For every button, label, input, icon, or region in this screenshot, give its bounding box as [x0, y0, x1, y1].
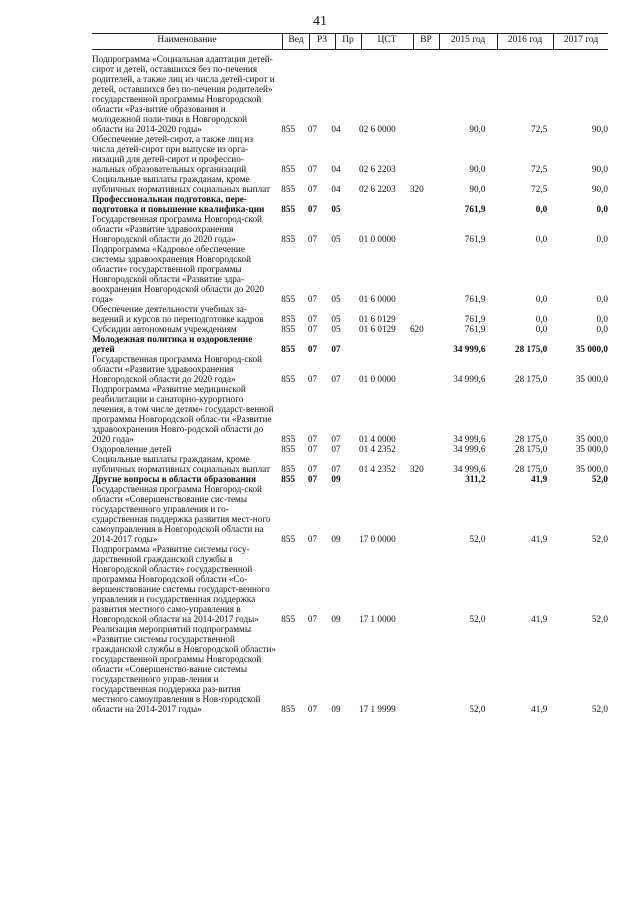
cell-rz: 07	[307, 444, 318, 454]
cell-cst: 02 6 0000	[358, 124, 396, 134]
cell-y2017: 35 000,0	[575, 344, 608, 354]
cell-y2017: 52,0	[591, 474, 608, 484]
cell-y2017: 0,0	[596, 234, 608, 244]
cell-name: Реализация мероприятий подпрограммы «Развитие системы государственной гражданской службы в Новгородской области» государственной программы Новгородской области «Совершенство-вание системы государственного управ-ления и государственная поддержка раз-вития местного самоуправления в Нов-городской области на 2014-2017 годы»	[92, 624, 276, 714]
cell-vr: 620	[409, 324, 424, 334]
cell-ved: 855	[281, 474, 296, 484]
cell-rz: 07	[307, 614, 318, 624]
cell-y2015: 311,2	[465, 474, 486, 484]
table-body	[92, 54, 608, 714]
table-row	[92, 194, 608, 214]
cell-name: Обеспечение деятельности учебных за-ведений и курсов по переподготовке кадров	[92, 304, 264, 324]
cell-rz: 07	[307, 344, 318, 354]
cell-vr: 320	[409, 464, 424, 474]
cell-y2017: 52,0	[591, 614, 608, 624]
cell-ved: 855	[281, 204, 296, 214]
cell-y2017: 0,0	[596, 324, 608, 334]
table-row	[92, 474, 608, 484]
cell-pr: 09	[331, 534, 341, 544]
cell-name: Государственная программа Новгород-ской области «Развитие здравоохранения Новгородской области до 2020 года»	[92, 354, 262, 384]
table-row	[92, 244, 608, 304]
cell-rz: 07	[307, 464, 318, 474]
cell-y2016: 72,5	[531, 164, 548, 174]
cell-name: Подпрограмма «Кадровое обеспечение системы здравоохранения Новгородской области» государственной программы Новгородской области «Развитие здра-воохранения Новгородской области до 2020 года»	[92, 244, 264, 304]
table-header	[92, 33, 608, 50]
cell-pr: 04	[331, 184, 341, 194]
cell-y2017: 35 000,0	[575, 464, 608, 474]
cell-ved: 855	[281, 184, 296, 194]
header-pr: Пр	[342, 35, 354, 45]
table-row	[92, 454, 608, 474]
cell-y2016: 28 175,0	[515, 344, 548, 354]
cell-y2016: 28 175,0	[515, 444, 548, 454]
table-row	[92, 54, 608, 134]
cell-y2015: 34 999,6	[453, 374, 486, 384]
cell-pr: 07	[331, 434, 341, 444]
cell-ved: 855	[281, 464, 296, 474]
cell-name: Оздоровление детей	[92, 444, 172, 454]
cell-ved: 855	[281, 314, 296, 324]
table-row	[92, 304, 608, 324]
cell-ved: 855	[281, 704, 296, 714]
cell-cst: 01 6 0129	[358, 324, 396, 334]
cell-cst: 01 6 0000	[358, 294, 396, 304]
cell-cst: 02 6 2203	[358, 164, 396, 174]
cell-pr: 05	[331, 324, 341, 334]
header-2017: 2017 год	[563, 35, 599, 45]
cell-pr: 05	[331, 294, 341, 304]
cell-y2017: 52,0	[591, 534, 608, 544]
cell-ved: 855	[281, 344, 296, 354]
header-2015: 2015 год	[450, 35, 486, 45]
cell-ved: 855	[281, 294, 296, 304]
cell-pr: 07	[331, 444, 341, 454]
cell-name: Другие вопросы в области образования	[92, 474, 256, 484]
cell-y2016: 0,0	[535, 294, 548, 304]
cell-y2017: 0,0	[596, 204, 608, 214]
cell-rz: 07	[307, 294, 318, 304]
cell-rz: 07	[307, 164, 318, 174]
header-vr: ВР	[420, 35, 432, 45]
cell-cst: 01 6 0129	[358, 314, 396, 324]
cell-rz: 07	[307, 314, 318, 324]
cell-rz: 07	[307, 704, 318, 714]
cell-pr: 04	[331, 164, 341, 174]
cell-y2015: 90,0	[469, 164, 486, 174]
cell-y2016: 41,9	[531, 704, 548, 714]
cell-name: Подпрограмма «Развитие медицинской реабилитации и санаторно-курортного лечения, в том числе детям» государст-венной программы Новгородской облас-ти «Развитие здравоохранения Новго-родской области до 2020 года»	[92, 384, 274, 444]
cell-pr: 05	[331, 204, 341, 214]
cell-y2015: 34 999,6	[453, 444, 486, 454]
cell-y2017: 0,0	[596, 314, 608, 324]
cell-y2015: 52,0	[469, 534, 486, 544]
table-row	[92, 324, 608, 334]
table-row	[92, 134, 608, 174]
cell-y2016: 41,9	[531, 614, 548, 624]
cell-y2017: 52,0	[591, 704, 608, 714]
cell-cst: 01 4 2352	[358, 464, 396, 474]
cell-y2017: 35 000,0	[575, 444, 608, 454]
cell-cst: 01 4 2352	[358, 444, 396, 454]
cell-pr: 07	[331, 374, 341, 384]
cell-y2015: 34 999,6	[453, 434, 486, 444]
cell-rz: 07	[307, 534, 318, 544]
cell-y2015: 34 999,6	[453, 344, 486, 354]
cell-ved: 855	[281, 374, 296, 384]
table-row	[92, 384, 608, 444]
cell-y2016: 28 175,0	[515, 434, 548, 444]
cell-y2016: 41,9	[531, 534, 548, 544]
cell-y2015: 52,0	[469, 704, 486, 714]
header-2016: 2016 год	[507, 35, 543, 45]
cell-ved: 855	[281, 444, 296, 454]
cell-pr: 09	[331, 614, 341, 624]
cell-ved: 855	[281, 614, 296, 624]
cell-rz: 07	[307, 324, 318, 334]
cell-pr: 05	[331, 234, 341, 244]
cell-name: Социальные выплаты гражданам, кроме публичных нормативных социальных выплат	[92, 174, 271, 194]
cell-name: Подпрограмма «Социальная адаптация детей-сирот и детей, оставшихся без по-печения родителей, а также лиц из числа детей-сирот и детей, оставшихся без по-печения родителей» государственной программы Новгородской области «Раз-витие образования и молодежной поли-тики в Новгородской области на 2014-2020 годы»	[92, 54, 275, 134]
cell-ved: 855	[281, 434, 296, 444]
cell-y2015: 761,9	[464, 324, 486, 334]
table-row	[92, 214, 608, 244]
table-row	[92, 544, 608, 624]
cell-cst: 02 6 2203	[358, 184, 396, 194]
cell-rz: 07	[307, 124, 318, 134]
page-number: 41	[313, 14, 327, 29]
cell-rz: 07	[307, 184, 318, 194]
header-rz: РЗ	[316, 35, 328, 45]
cell-y2017: 90,0	[591, 184, 608, 194]
cell-cst: 17 0 0000	[358, 534, 396, 544]
cell-name: Обеспечение детей-сирот, а также лиц из числа детей-сирот при выпуске из орга-низаций для детей-сирот и профессио-нальных образовательных организаций	[92, 134, 253, 174]
cell-y2017: 35 000,0	[575, 434, 608, 444]
cell-pr: 09	[331, 704, 341, 714]
cell-pr: 07	[331, 344, 341, 354]
cell-ved: 855	[281, 234, 296, 244]
cell-y2015: 761,9	[464, 294, 486, 304]
cell-name: Государственная программа Новгород-ской области «Развитие здравоохранения Новгородской области до 2020 года»	[92, 214, 262, 244]
cell-y2015: 761,9	[464, 314, 486, 324]
cell-pr: 05	[331, 314, 341, 324]
cell-pr: 07	[331, 464, 341, 474]
cell-y2016: 28 175,0	[515, 374, 548, 384]
cell-ved: 855	[281, 324, 296, 334]
cell-cst: 01 0 0000	[358, 374, 396, 384]
cell-name: Государственная программа Новгород-ской области «Совершенствование сис-темы государственного управления и го-сударственная поддержка развития мест-ного самоуправления в Новгородской области на 2014-2017 годы»	[92, 484, 271, 544]
cell-name: Профессиональная подготовка, пере-подготовка и повышение квалифика-ции	[92, 194, 265, 214]
cell-cst: 01 4 0000	[358, 434, 396, 444]
cell-cst: 01 0 0000	[358, 234, 396, 244]
header-ved: Вед	[288, 35, 304, 45]
cell-y2016: 72,5	[531, 184, 548, 194]
header-name: Наименование	[157, 35, 217, 45]
cell-cst: 17 1 0000	[358, 614, 396, 624]
cell-name: Подпрограмма «Развитие системы госу-дарственной гражданской службы в Новгородской области» государственной программы Новгородской области «Со-вершенствование системы государст-венного управления и государственная поддержка развития местного само-управления в Новгородской области на 2014-2017 годы»	[92, 544, 270, 624]
cell-pr: 04	[331, 124, 341, 134]
cell-y2016: 0,0	[535, 314, 548, 324]
cell-rz: 07	[307, 434, 318, 444]
cell-y2017: 90,0	[591, 124, 608, 134]
cell-y2016: 41,9	[531, 474, 548, 484]
cell-rz: 07	[307, 374, 318, 384]
cell-rz: 07	[307, 474, 318, 484]
cell-y2016: 0,0	[535, 204, 548, 214]
table-row	[92, 174, 608, 194]
table-row	[92, 484, 608, 544]
cell-rz: 07	[307, 204, 318, 214]
cell-y2015: 761,9	[464, 234, 486, 244]
cell-pr: 09	[331, 474, 341, 484]
cell-y2016: 0,0	[535, 324, 548, 334]
cell-name: Молодежная политика и оздоровление детей	[92, 334, 253, 354]
cell-y2017: 35 000,0	[575, 374, 608, 384]
header-cst: ЦСТ	[377, 35, 397, 45]
cell-y2015: 34 999,6	[453, 464, 486, 474]
cell-y2015: 761,9	[464, 204, 486, 214]
cell-name: Социальные выплаты гражданам, кроме публичных нормативных социальных выплат	[92, 454, 271, 474]
cell-name: Субсидии автономным учреждениям	[92, 324, 237, 334]
cell-y2015: 90,0	[469, 124, 486, 134]
cell-vr: 320	[409, 184, 424, 194]
cell-ved: 855	[281, 164, 296, 174]
cell-y2016: 0,0	[535, 234, 548, 244]
cell-y2015: 52,0	[469, 614, 486, 624]
table-row	[92, 354, 608, 384]
cell-y2017: 0,0	[596, 294, 608, 304]
cell-ved: 855	[281, 534, 296, 544]
cell-cst: 17 1 9999	[358, 704, 396, 714]
cell-y2016: 72,5	[531, 124, 548, 134]
table-row	[92, 334, 608, 354]
header-divider	[282, 34, 283, 49]
table-row	[92, 444, 608, 454]
cell-rz: 07	[307, 234, 318, 244]
cell-y2017: 90,0	[591, 164, 608, 174]
cell-y2016: 28 175,0	[515, 464, 548, 474]
cell-y2015: 90,0	[469, 184, 486, 194]
table-row	[92, 624, 608, 714]
cell-ved: 855	[281, 124, 296, 134]
